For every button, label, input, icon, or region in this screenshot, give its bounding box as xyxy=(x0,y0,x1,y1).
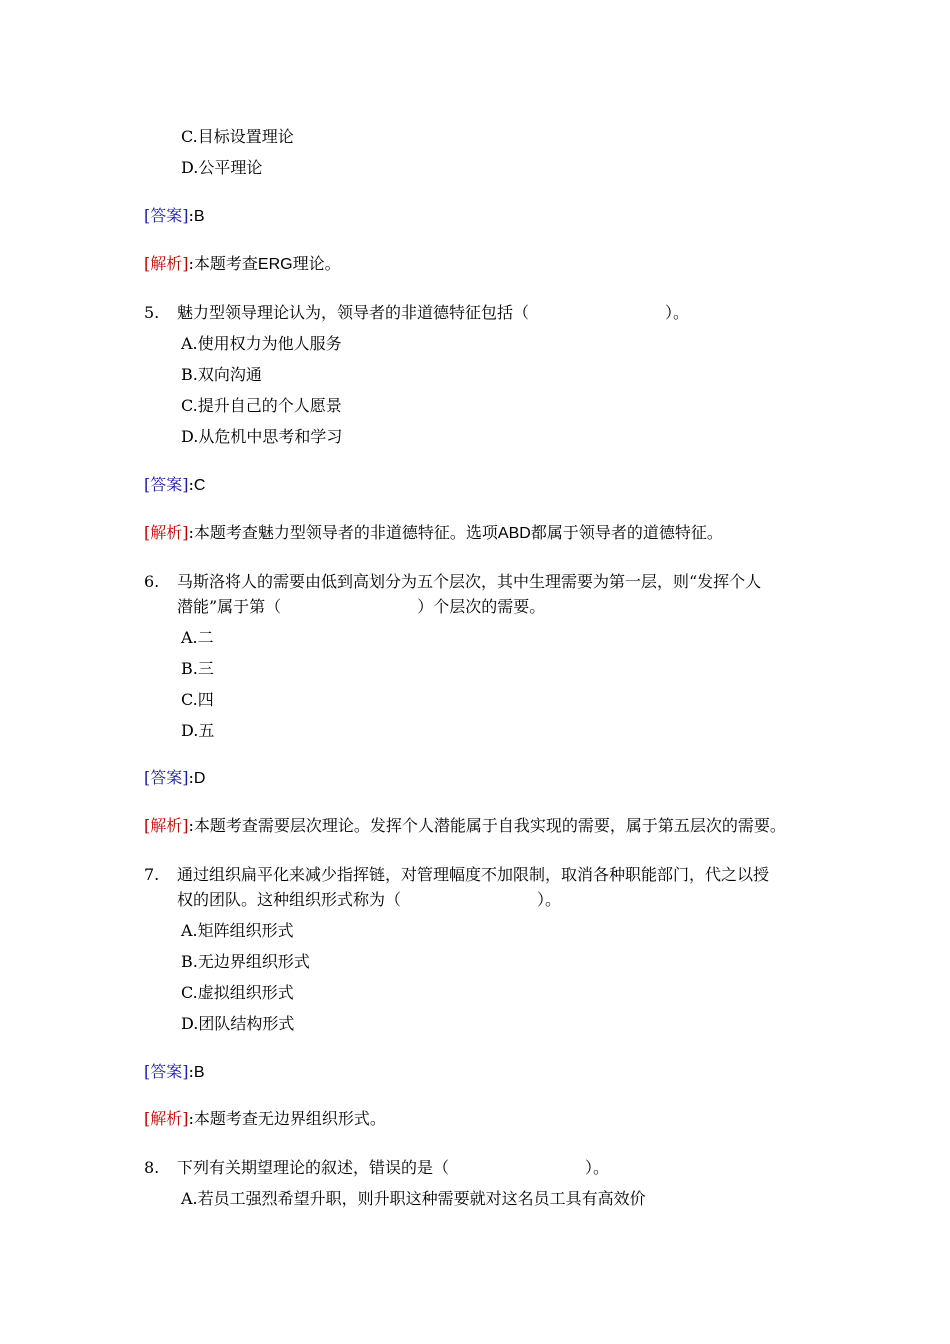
option-text: 公平理论 xyxy=(198,158,263,177)
analysis-line xyxy=(144,1108,386,1130)
question-stem-line2 xyxy=(177,889,561,911)
analysis-en: ERG xyxy=(257,256,293,273)
stem-end: ）。 xyxy=(585,1158,610,1177)
option-letter: C. xyxy=(181,983,198,1002)
separator: : xyxy=(188,206,194,225)
option-text: 提升自己的个人愿景 xyxy=(197,396,342,415)
stem-text: 潜能”属于第（ xyxy=(177,597,282,616)
option-text: 矩阵组织形式 xyxy=(197,921,294,940)
answer-label: [答案] xyxy=(144,475,189,494)
option-d xyxy=(181,157,262,179)
question-stem-line1: 通过组织扁平化来减少指挥链，对管理幅度不加限制，取消各种职能部门，代之以授 xyxy=(177,865,770,884)
option-d xyxy=(181,720,214,742)
answer-line xyxy=(144,474,205,497)
option-text: 五 xyxy=(198,721,215,740)
answer-value: B xyxy=(193,208,205,225)
analysis-text: 本题考查 xyxy=(193,254,258,273)
analysis-line xyxy=(144,253,341,276)
analysis-text: 本题考查需要层次理论。发挥个人潜能属于自我实现的需要，属于第五层次的需要。 xyxy=(193,816,786,835)
separator: : xyxy=(188,816,194,835)
answer-label: [答案] xyxy=(144,1062,189,1081)
answer-line xyxy=(144,1061,205,1084)
option-text: 虚拟组织形式 xyxy=(197,983,294,1002)
option-letter: D. xyxy=(181,158,199,177)
stem-end: ）。 xyxy=(665,303,690,322)
stem-end: ）。 xyxy=(537,890,562,909)
answer-value: B xyxy=(193,1064,205,1081)
question-stem-line1: 马斯洛将人的需要由低到高划分为五个层次，其中生理需要为第一层，则“发挥个人 xyxy=(177,572,762,591)
option-letter: D. xyxy=(181,721,199,740)
question-stem xyxy=(177,1157,609,1179)
option-letter: A. xyxy=(181,334,198,353)
stem-text: 下列有关期望理论的叙述，错误的是（ xyxy=(177,1158,450,1177)
option-letter: D. xyxy=(181,427,199,446)
analysis-label: [解析] xyxy=(144,1109,189,1128)
question-number: 8. xyxy=(144,1158,160,1177)
stem-end: ）个层次的需要。 xyxy=(417,597,546,616)
option-text: 无边界组织形式 xyxy=(197,952,310,971)
option-text: 使用权力为他人服务 xyxy=(197,334,342,353)
option-letter: B. xyxy=(181,952,198,971)
option-c xyxy=(181,395,342,417)
option-letter: C. xyxy=(181,127,198,146)
option-c xyxy=(181,689,214,711)
analysis-label: [解析] xyxy=(144,523,189,542)
analysis-line xyxy=(144,522,723,545)
answer-value: C xyxy=(193,477,206,494)
option-a xyxy=(181,627,214,649)
option-letter: B. xyxy=(181,365,198,384)
answer-line xyxy=(144,205,205,228)
option-b xyxy=(181,364,262,386)
option-text: 若员工强烈希望升职，则升职这种需要就对这名员工具有高效价 xyxy=(197,1189,646,1208)
question-stem xyxy=(177,302,689,324)
answer-line xyxy=(144,767,205,790)
answer-label: [答案] xyxy=(144,768,189,787)
analysis-en: ABD xyxy=(497,525,531,542)
option-d xyxy=(181,426,342,448)
option-letter: C. xyxy=(181,396,198,415)
analysis-text: 都属于领导者的道德特征。 xyxy=(530,523,723,542)
separator: : xyxy=(188,254,194,273)
analysis-text: 本题考查无边界组织形式。 xyxy=(193,1109,386,1128)
option-text: 目标设置理论 xyxy=(197,127,294,146)
option-a xyxy=(181,333,342,355)
analysis-text: 本题考查魅力型领导者的非道德特征。选项 xyxy=(193,523,498,542)
question-number: 6. xyxy=(144,572,160,591)
option-c xyxy=(181,126,294,148)
option-a xyxy=(181,920,294,942)
question-stem-line2 xyxy=(177,596,545,618)
separator: : xyxy=(188,1109,194,1128)
answer-value: D xyxy=(193,770,206,787)
question-number: 5. xyxy=(144,303,160,322)
option-text: 团队结构形式 xyxy=(198,1014,295,1033)
option-letter: D. xyxy=(181,1014,199,1033)
answer-label: [答案] xyxy=(144,206,189,225)
option-b xyxy=(181,658,214,680)
option-b xyxy=(181,951,310,973)
option-a xyxy=(181,1188,646,1210)
question-number: 7. xyxy=(144,865,160,884)
stem-text: 权的团队。这种组织形式称为（ xyxy=(177,890,402,909)
option-text: 三 xyxy=(197,659,214,678)
separator: : xyxy=(188,1062,194,1081)
option-text: 双向沟通 xyxy=(197,365,262,384)
option-text: 二 xyxy=(197,628,214,647)
analysis-line xyxy=(144,815,786,837)
option-text: 从危机中思考和学习 xyxy=(198,427,343,446)
option-text: 四 xyxy=(197,690,214,709)
option-letter: A. xyxy=(181,921,198,940)
option-d xyxy=(181,1013,294,1035)
separator: : xyxy=(188,475,194,494)
analysis-label: [解析] xyxy=(144,254,189,273)
option-letter: A. xyxy=(181,628,198,647)
separator: : xyxy=(188,768,194,787)
analysis-label: [解析] xyxy=(144,816,189,835)
option-letter: A. xyxy=(181,1189,198,1208)
option-letter: B. xyxy=(181,659,198,678)
option-c xyxy=(181,982,294,1004)
stem-text: 魅力型领导理论认为，领导者的非道德特征包括（ xyxy=(177,303,530,322)
analysis-text: 理论。 xyxy=(292,254,341,273)
option-letter: C. xyxy=(181,690,198,709)
separator: : xyxy=(188,523,194,542)
